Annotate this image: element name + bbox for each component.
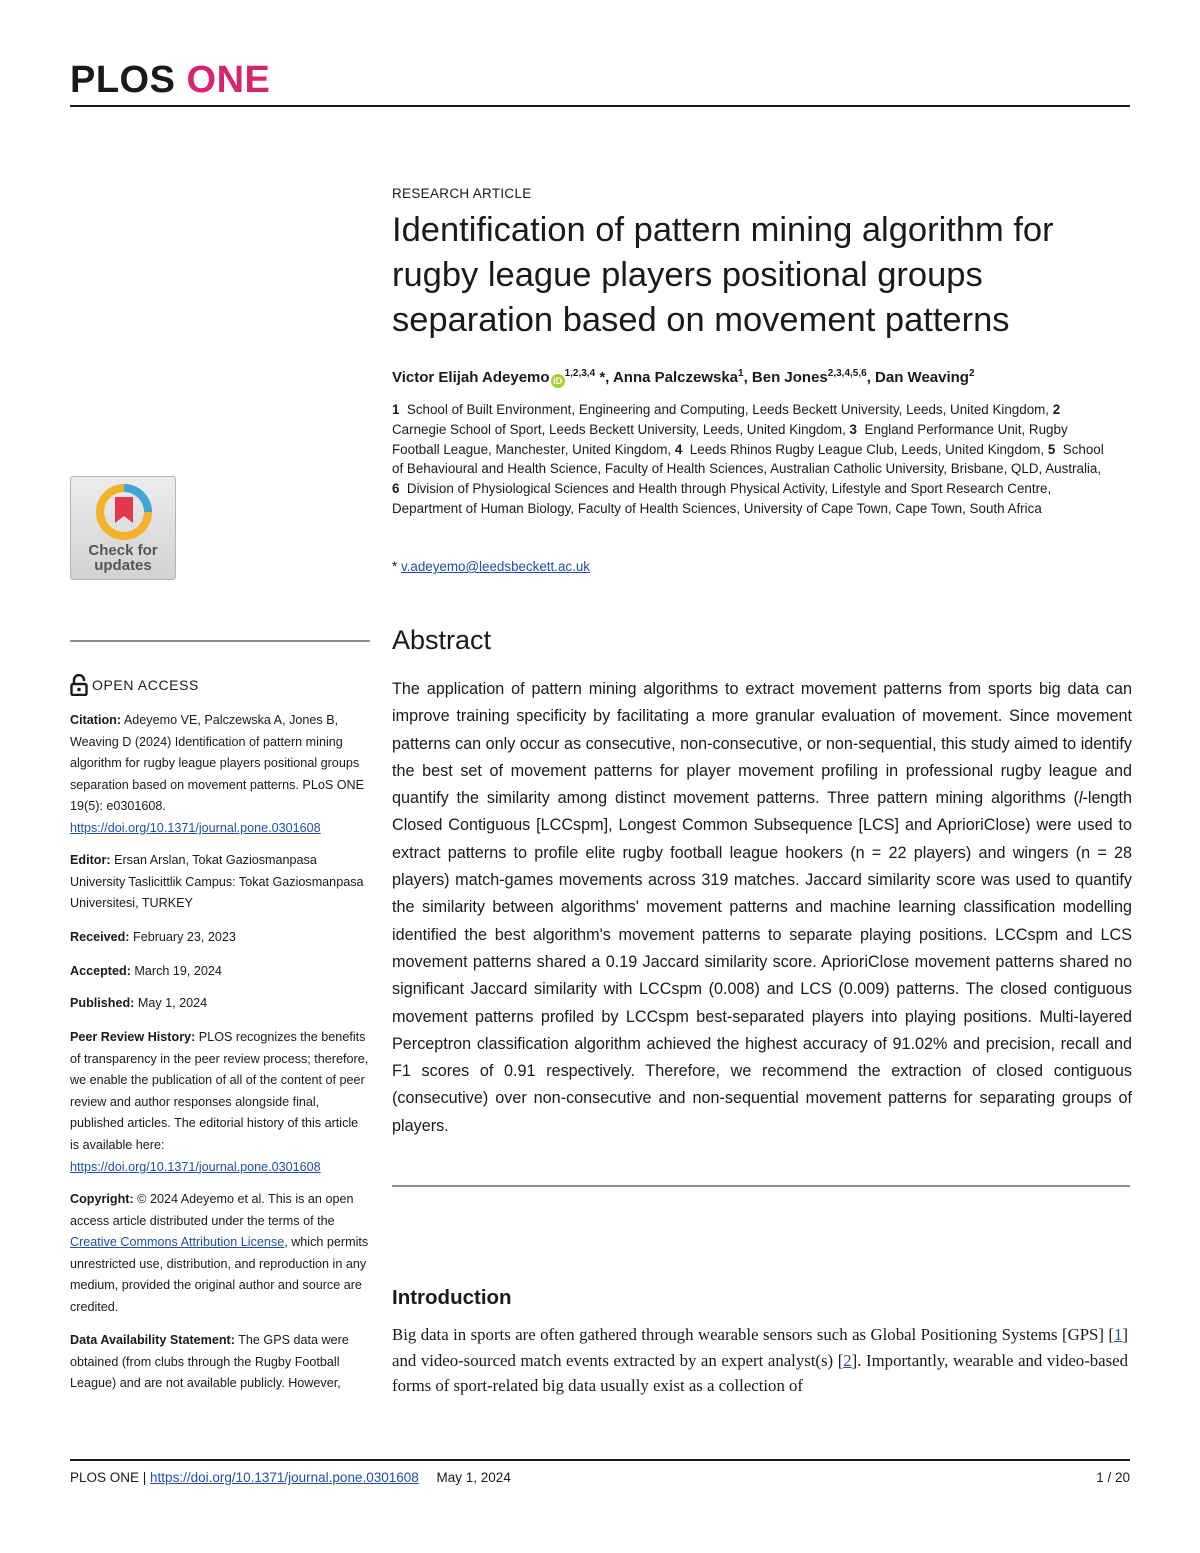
published-date: May 1, 2024: [137, 996, 208, 1010]
citation-label: Citation:: [70, 713, 122, 727]
page-number: 1 / 20: [1096, 1470, 1130, 1485]
open-lock-icon: [70, 674, 88, 696]
accepted-block: [70, 961, 370, 983]
orcid-icon[interactable]: iD: [551, 374, 565, 388]
logo-plos: PLOS: [70, 59, 176, 101]
citation-text: Adeyemo VE, Palczewska A, Jones B, Weaving D (2024) Identification of pattern mining algorithm for rugby league players positional groups separation based on movement patterns. PLoS ONE 19(5): e0301608.: [70, 713, 365, 814]
citation-doi-link[interactable]: https://doi.org/10.1371/journal.pone.0301608: [70, 820, 321, 835]
footer-divider: [70, 1459, 1130, 1461]
introduction-heading: Introduction: [392, 1286, 512, 1309]
author-name[interactable]: Ben Jones: [751, 369, 828, 386]
check-for-updates-badge[interactable]: [70, 476, 176, 580]
header-divider: [70, 105, 1130, 107]
citation-block: [70, 710, 370, 840]
copyright-text: © 2024 Adeyemo et al. This is an open access article distributed under the terms of the: [70, 1192, 354, 1228]
open-access-badge: [70, 674, 199, 696]
affiliation-text: Division of Physiological Sciences and Health through Physical Activity, Lifestyle and Sport Research Centre, Department of Human Biology, Faculty of Health Sciences, University of Cape Town, Cape Town, South Africa: [392, 481, 1052, 516]
editor-label: Editor:: [70, 853, 111, 867]
logo-one: ONE: [186, 59, 271, 101]
data-availability-label: Data Availability Statement:: [70, 1333, 235, 1347]
corresponding-author: * v.adeyemo@leedsbeckett.ac.uk: [392, 559, 590, 574]
affiliation-text: Carnegie School of Sport, Leeds Beckett University, Leeds, United Kingdom,: [392, 421, 846, 437]
introduction-text: Big data in sports are often gathered through wearable sensors such as Global Positioning Systems [GPS] [1] and video-sourced match events extracted by an expert analyst(s) [2]. Importantly, wearable and video-based forms of sport-related big data usually exist as a collection of: [392, 1325, 1128, 1395]
plos-one-logo[interactable]: [70, 58, 270, 102]
affiliations: 1 School of Built Environment, Engineering and Computing, Leeds Beckett University, Leeds, United Kingdom, 2 Carnegie School of Sport, Leeds Beckett University, Leeds, United Kingdom, 3 England Performance Unit, Rugby Football League, Manchester, United Kingdom, 4 Leeds Rhinos Rugby League Club, Leeds, United Kingdom, 5 School of Behavioural and Health Science, Faculty of Health Sciences, Australian Catholic University, Brisbane, QLD, Australia, 6 Division of Physiological Sciences and Health through Physical Activity, Lifestyle and Sport Research Centre, Department of Human Biology, Faculty of Health Sciences, University of Cape Town, Cape Town, South Africa: [392, 402, 1104, 516]
received-date: February 23, 2023: [133, 930, 236, 944]
received-block: [70, 927, 370, 949]
author-affiliation-refs: 1: [738, 368, 744, 379]
page-footer: PLOS ONE | https://doi.org/10.1371/journal.pone.0301608 May 1, 2024: [70, 1470, 511, 1485]
copyright-block: [70, 1189, 370, 1319]
footer-journal: PLOS ONE: [70, 1470, 140, 1485]
author-name[interactable]: Victor Elijah Adeyemo: [392, 369, 550, 386]
peer-review-label: Peer Review History:: [70, 1030, 196, 1044]
affiliation-text: School of Behavioural and Health Science, Faculty of Health Sciences, Australian Catholic University, Brisbane, QLD, Australia,: [392, 441, 1104, 477]
copyright-label: Copyright:: [70, 1192, 134, 1206]
author-affiliation-refs: 1,2,3,4: [564, 368, 596, 379]
received-label: Received:: [70, 930, 130, 944]
reference-link-1[interactable]: 1: [1114, 1325, 1123, 1344]
reference-link-2[interactable]: 2: [843, 1350, 852, 1370]
author-affiliation-refs: 2: [968, 368, 975, 379]
accepted-label: Accepted:: [70, 964, 131, 978]
footer-date: May 1, 2024: [436, 1470, 511, 1485]
open-access-label: OPEN ACCESS: [92, 677, 199, 693]
author-list: Victor Elijah Adeyemo iD$^{1,2,3,4}$ *, Anna Palczewska$^1$, Ben Jones$^{2,3,4,5,6}$, Dan Weaving$^2$: [392, 368, 975, 386]
affiliation-text: Leeds Rhinos Rugby League Club, Leeds, United Kingdom,: [689, 441, 1045, 457]
published-block: [70, 993, 370, 1015]
corresponding-email-link[interactable]: v.adeyemo@leedsbeckett.ac.uk: [400, 559, 590, 574]
abstract-divider: [392, 1185, 1130, 1187]
article-type: RESEARCH ARTICLE: [392, 186, 532, 201]
peer-review-link[interactable]: https://doi.org/10.1371/journal.pone.0301608: [70, 1159, 321, 1174]
copyright-text-after: , which permits unrestricted use, distribution, and reproduction in any medium, provided the original author and source are credited.: [70, 1235, 369, 1314]
editor-text: Ersan Arslan, Tokat Gaziosmanpasa University Taslicittlik Campus: Tokat Gaziosmanpasa Universitesi, TURKEY: [70, 853, 364, 911]
footer-doi-link[interactable]: https://doi.org/10.1371/journal.pone.0301608: [150, 1470, 419, 1485]
check-for-updates-label: Check for updates: [88, 542, 158, 574]
author-affiliation-refs: 2,3,4,5,6: [827, 368, 867, 379]
affiliation-text: England Performance Unit, Rugby Football League, Manchester, United Kingdom,: [392, 421, 1068, 457]
sidebar-divider: [70, 640, 370, 642]
abstract-text: The application of pattern mining algorithms to extract movement patterns from sports big data can improve training specificity by facilitating a more granular evaluation of movement. Since movement patterns can only occur as consecutive, non-consecutive, or non-sequential, this study aimed to identify the best set of movement patterns for player movement profiling in professional rugby league and quantify the similarity among distinct movement patterns. Three pattern mining algorithms (l-length Closed Contiguous [LCCspm], Longest Common Subsequence [LCS] and AprioriClose) were used to extract patterns to profile elite rugby football league hookers (n = 22 players) and wingers (n = 28 players) match-games movements across 319 matches. Jaccard similarity score was used to quantify the similarity between algorithms' movement patterns and machine learning classification modelling identified the best algorithm's movement patterns to separate playing positions. LCCspm and LCS movement patterns shared a 0.19 Jaccard similarity score. AprioriClose movement patterns shared no significant Jaccard similarity with LCCspm (0.008) and LCS (0.009) patterns. The closed contiguous movement patterns profiled by LCCspm best-separated players into playing positions. Multi-layered Perceptron classification algorithm achieved the highest accuracy of 91.02% and precision, recall and F1 scores of 0.91 respectively. Therefore, we recommend the extraction of closed contiguous (consecutive) over non-consecutive and non-sequential movement patterns for separating groups of players.: [392, 680, 1132, 1135]
abstract-heading: Abstract: [392, 625, 492, 655]
accepted-date: March 19, 2024: [134, 964, 222, 978]
affiliation-text: School of Built Environment, Engineering and Computing, Leeds Beckett University, Leeds, United Kingdom,: [406, 402, 1050, 417]
author-name[interactable]: Dan Weaving: [875, 369, 969, 386]
crossmark-icon: [95, 483, 153, 541]
article-title: Identification of pattern mining algorithm for rugby league players positional groups separation based on movement patterns: [392, 211, 1054, 339]
data-availability-text: The GPS data were obtained (from clubs through the Rugby Football League) and are not available publicly. However,: [70, 1333, 349, 1391]
cc-license-link[interactable]: Creative Commons Attribution License: [70, 1235, 285, 1250]
peer-review-block: [70, 1027, 370, 1178]
data-availability-block: [70, 1330, 370, 1395]
author-name[interactable]: Anna Palczewska: [612, 369, 739, 386]
editor-block: [70, 850, 370, 915]
published-label: Published:: [70, 996, 135, 1010]
peer-review-text: PLOS recognizes the benefits of transparency in the peer review process; therefore, we enable the publication of all of the content of peer review and author responses alongside final, published articles. The editorial history of this article is available here:: [70, 1030, 369, 1152]
